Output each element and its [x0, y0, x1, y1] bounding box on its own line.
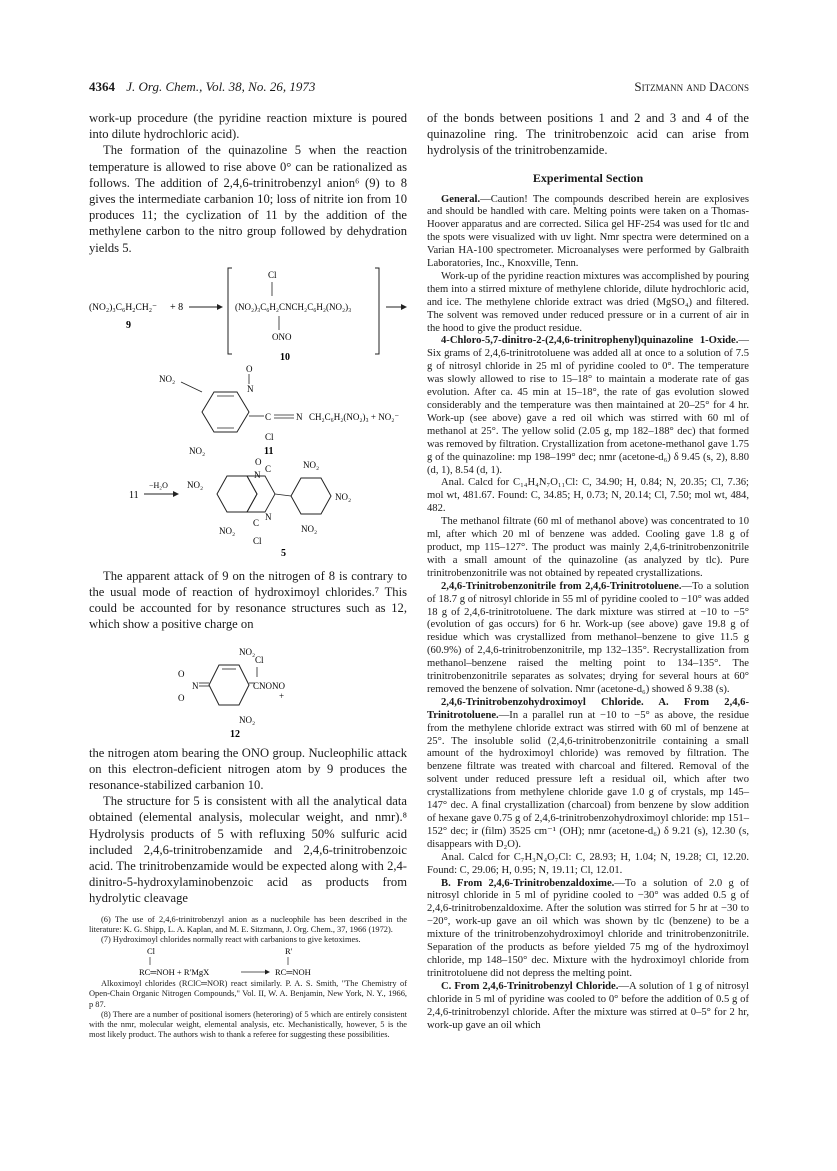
quinazoline-heading: 4-Chloro-5,7-dinitro-2-(2,4,6-trinitrophenyl)quinazoline 1-Oxide.: [441, 335, 739, 347]
plus-8: + 8: [170, 301, 184, 313]
intermediate-cl: Cl: [268, 269, 277, 280]
workup-paragraph: Work-up of the pyridine reaction mixtures was accomplished by pouring them into a stirred mixture of methylene chloride, dilute hydrochloric acid, and ice. The methylene chloride extract was dried (MgSO₄) and filtered. The solvent was removed under reduced pressure or in a current of air in the hood to give the product residue.: [427, 270, 749, 334]
c11-c: C: [265, 411, 272, 422]
compound-number-5: 5: [281, 547, 286, 559]
structure-compound-11: [89, 362, 407, 456]
nitrile-text: —To a solution of 18.7 g of nitrosyl chloride in 55 ml of pyridine cooled to −10° was added 18 g of 2,4,6-trinitrotoluene. The dark mixture was stirred at −10 to −5° (evolution of gas occurs) for 6 hr. Work-up (see above) gave 19.8 g of residue which was crystallized from methanol–benzene to give 11.5 g (60.9%) of 2,4,6-trinitrobenzonitrile, mp 132–135°. Recrystallization from methanol–benzene raised the melting point to 134–135°. The trinitrobenzonitrile separates as solvates; drying for several hours at 60° removed the benzene of solvation. Nmr (acetone-d₆) showed δ 9.38 (s).: [427, 580, 749, 695]
c11-cl: Cl: [265, 431, 274, 442]
arrow-minus-water: −H₂O: [149, 480, 168, 490]
s12-plus: +: [279, 690, 285, 701]
paragraph: the nitrogen atom bearing the ONO group. Nucleophilic attack on this electron-deficient nitrogen atom by 9 produces the resonance-stabilized carbanion 10.: [89, 745, 407, 793]
hydroximoyl-text: —In a parallel run at −10 to −5° as above, the residue from the methylene chloride extract was stirred with 60 ml of benzene at 25°. The insoluble solid (2,4,6-trinitrobenzonitrile containing a small amount of the hydroximoyl chloride) was removed by filtration. The benzene filtrate was treated with charcoal and filtered. Removal of the solvent under reduced pressure left a residual oil, which after two crystallizations from methylene chloride gave 1.0 g of crystals, mp 145–147° dec. A final crystallization (charcoal) from benzene by slow addition of hexane gave 0.75 g of 2,4,6-trinitrobenzohydroximoyl chloride: mp 151–152° dec; ir (film) 3525 cm⁻¹ (OH); nmr (acetone-d₆) δ 9.21 (s), 12.30 (s, disappears with D₂O).: [427, 709, 749, 850]
intermediate-ono: ONO: [272, 331, 292, 342]
s12-n: N: [192, 680, 199, 691]
hydroximoyl-heading: 2,4,6-Trinitrobenzohydroximoyl Chloride. A. From 2,4,6-Trinitrotoluene.: [427, 696, 749, 721]
fn7-rprime: R′: [285, 946, 293, 957]
s12-o-top: O: [178, 668, 185, 679]
running-head-authors: Sitzmann and Dacons: [634, 79, 749, 94]
paragraph: The apparent attack of 9 on the nitrogen of 8 is contrary to the usual mode of reaction of hydroximoyl chlorides.⁷ This could be accounted for by resonance structures such as 12, which show a positive charge on: [89, 568, 407, 632]
footnote-7: (7) Hydroximoyl chlorides normally react with carbanions to give ketoximes.: [101, 935, 361, 945]
c5-no2-ring-bottom: NO₂: [301, 523, 318, 534]
page-header: [89, 79, 749, 99]
footnote-7-cont: Alkoximoyl chlorides (RClC═NOR) react similarly. P. A. S. Smith, "The Chemistry of Open-Chain Organic Nitrogen Compounds," Vol. II, W. A. Benjamin, New York, N. Y., 1966, p 87.: [89, 979, 407, 1009]
reaction-scheme-9-to-10: [89, 260, 407, 362]
c5-no2-ring-top: NO₂: [303, 459, 320, 470]
journal-citation: J. Org. Chem., Vol. 38, No. 26, 1973: [126, 79, 316, 94]
footnote-7-reaction: [89, 945, 407, 979]
fn7-cl: Cl: [147, 946, 156, 957]
c5-n3: N: [265, 511, 272, 522]
general-text: —Caution! The compounds described herein are explosives and should be handled with care. Melting points were taken on a Thomas-Hoover apparatus and are corrected. Silica gel HF-254 was used for tlc and the spots were visualized with uv light. Nmr spectra were determined on a Varian HA-100 spectrometer. Microanalyses were performed by Galbraith Laboratories, Inc., Knoxville, Tenn.: [427, 193, 749, 270]
c5-c4: C: [253, 517, 260, 528]
fn7-product: RC═NOH: [275, 967, 311, 978]
method-b-heading: B. From 2,4,6-Trinitrobenzaldoxime.: [441, 877, 615, 889]
c11-side-chain: CH₂C₆H₂(NO₂)₃ + NO₂⁻: [309, 411, 400, 422]
right-column: [427, 110, 749, 1032]
c5-no2-left: NO₂: [187, 479, 204, 490]
compound-number-10: 10: [280, 351, 290, 362]
c11-n-imine: N: [296, 411, 303, 422]
compound-number-11: 11: [264, 445, 274, 456]
s12-side-group: CNONO: [253, 680, 286, 691]
structure-compound-12: [89, 637, 407, 739]
fn7-reactants: RC═NOH + R′MgX: [139, 967, 210, 978]
reactant-9-formula: (NO₂)₃C₆H₂CH₂⁻: [89, 302, 158, 313]
c5-cl: Cl: [253, 535, 262, 546]
hydroximoyl-analysis: Anal. Calcd for C₇H₃N₄O₇Cl: C, 28.93; H, 1.04; N, 19.28; Cl, 12.20. Found: C, 29.06; H, 0.95; N, 19.11; Cl, 12.01.: [427, 851, 749, 876]
method-c-heading: C. From 2,4,6-Trinitrobenzyl Chloride.: [441, 980, 619, 992]
s12-o-bottom: O: [178, 692, 185, 703]
quinazoline-filtrate: The methanol filtrate (60 ml of methanol above) was concentrated to 10 ml, after which 20 ml of benzene was added. Cooling gave 1.8 g of product, mp 115–127°. The product was mainly 2,4,6-trinitrobenzonitrile with a small amount of the quinazoline (as analyzed by tlc). Pure trinitrobenzonitrile was not obtained by repeated crystallizations.: [427, 516, 749, 579]
nitrile-heading: 2,4,6-Trinitrobenzonitrile from 2,4,6-Trinitrotoluene.: [441, 580, 682, 592]
paragraph: The structure for 5 is consistent with all the analytical data obtained (elemental analysis, molecular weight, and nmr).⁸ Hydrolysis products of 5 with refluxing 50% sulfuric acid included 2,4,6-trinitrobenzamide and 2,4,6-trinitrobenzoic acid. The trinitrobenzamide would be expected along with 2,4-dinitro-5-hydroxylaminobenzoic acid as products from hydrolytic cleavage: [89, 794, 407, 906]
method-b-text: —To a solution of 2.0 g of nitrosyl chloride in 5 ml of pyridine cooled to −30° was added 0.5 g of 2,4,6-trinitrobenzaldoxime. After the solution was stirred for 5 hr at −30 to −20°, work-up gave an oil which was shown by tlc (benzene) to be a mixture of the trinitrobenzohydroximoyl chloride and trinitrobenzonitrile. Separation of the products as before yielded 75 mg of the hydroximoyl chloride, mp 148–150° dec. Mixture with the hydroximoyl chloride from trinitrotoluene did not depress the melting point.: [427, 877, 749, 979]
c11-n: N: [247, 383, 254, 394]
s12-cl: Cl: [255, 654, 264, 665]
start-11: 11: [129, 489, 139, 501]
c11-o: O: [246, 363, 253, 374]
paragraph: The formation of the quinazoline 5 when the reaction temperature is allowed to rise above 0° can be rationalized as follows. The addition of 2,4,6-trinitrobenzyl anion⁶ (9) to 8 gives the intermediate carbanion 10; loss of nitrite ion from 10 produces 11; the cyclization of 11 by the addition of the methylene carbon to the nitro group followed by dehydration yields 5.: [89, 143, 407, 255]
c5-no2-ring-right: NO₂: [335, 491, 352, 502]
c5-no2-bottom: NO₂: [219, 525, 236, 536]
c5-o: O: [255, 456, 262, 467]
footnote-8: (8) There are a number of positional isomers (heteroring) of 5 which are entirely consistent with the nmr, molecular weight, elemental analysis, etc. Mechanistically, however, 5 is the most likely product. The authors wish to thank a referee for suggesting these possibilities.: [89, 1009, 407, 1040]
quinazoline-text: —Six grams of 2,4,6-trinitrotoluene was added all at once to a solution of 7.5 g of nitrosyl chloride in 25 ml of pyridine cooled to 0°. The temperature was slowly allowed to rise to 15–18° to maintain a moderate rate of gas evolution. After ca. 45 min at 15–18°, the rate of gas evolution slowed considerably and the temperature was then maintained at 20–25° for 4 hr. Work-up (see above) gave a red oil which was stirred with 60 ml of methanol at 25°. The yellow solid (2.05 g, mp 182–188° dec) that formed was removed by filtration. Crystallization from acetone-methanol gave 1.75 g of the quinazoline: mp 198–199° dec; nmr (acetone-d₆) δ 9.45 (s, 2), 8.80 (d, 1), 8.54 (d, 1).: [427, 335, 749, 476]
s12-no2-bottom: NO₂: [239, 714, 256, 725]
general-heading: General.: [441, 193, 481, 205]
method-c-text: —A solution of 1 g of nitrosyl chloride in 5 ml of pyridine was cooled to 0° before the addition of 0.5 g of 2,4,6-trinitrobenzyl chloride. After the mixture was stirred at 0–5° for 2 hr, work-up gave an oil which: [427, 980, 749, 1031]
c5-n1: N: [254, 469, 261, 480]
section-heading: Experimental Section: [532, 170, 644, 185]
compound-number-12: 12: [230, 728, 240, 739]
s12-no2-top: NO₂: [239, 646, 256, 657]
intermediate-10-formula: (NO₂)₃C₆H₂CNCH₂C₆H₂(NO₂)₃: [235, 301, 352, 312]
compound-number-9: 9: [126, 319, 131, 331]
footnote-6: (6) The use of 2,4,6-trinitrobenzyl anion as a nucleophile has been described in the literature: K. G. Shipp, L. A. Kaplan, and M. E. Sitzmann, J. Org. Chem., 37, 1966 (1972).: [89, 914, 407, 934]
c5-c2: C: [265, 463, 272, 474]
c11-no2-bottom: NO₂: [189, 445, 206, 456]
footnotes: [89, 915, 407, 1041]
page-number: 4364: [89, 79, 115, 94]
c11-no2-top: NO₂: [159, 373, 176, 384]
left-column: [89, 110, 407, 1041]
structure-compound-5: [89, 456, 407, 560]
paragraph: work-up procedure (the pyridine reaction mixture is poured into dilute hydrochloric acid).: [89, 111, 407, 142]
paragraph: of the bonds between positions 1 and 2 and 3 and 4 of the quinazoline ring. The trinitrobenzoic acid can arise from hydrolysis of the trinitrobenzamide.: [427, 111, 749, 158]
quinazoline-analysis: Anal. Calcd for C₁₄H₄N₇O₁₁Cl: C, 34.90; H, 0.84; N, 20.35; Cl, 7.36; mol wt, 481.67. Found: C, 34.85; H, 0.73; N, 20.14; Cl, 7.50; mol wt, 484, 482.: [427, 477, 749, 515]
